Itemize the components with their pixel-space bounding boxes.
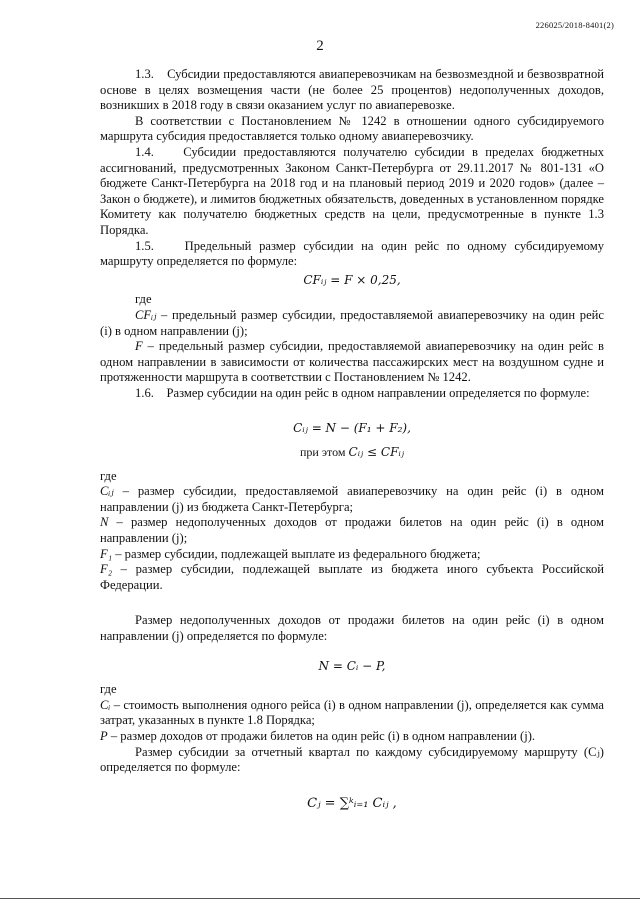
condition-expression: Cᵢⱼ ≤ CFᵢⱼ (348, 445, 404, 460)
paragraph-quarterly-subsidy: Размер субсидии за отчетный квартал по каждому субсидируемому маршруту (Cⱼ) определяется по формуле: (100, 744, 604, 775)
paragraph-lost-income: Размер недополученных доходов от продажи билетов на один рейс (i) в одном направлении (j) определяется по формуле: (100, 613, 604, 643)
definition-symbol: F (135, 339, 143, 354)
paragraph-1-3: 1.3. Субсидии предоставляются авиаперевозчикам на безвозмездной и безвозвратной основе в целях возмещения части (не более 25 процентов) недополученных доходов, возникших в 2018 году в связи оказанием услуг по авиаперевозке. (100, 67, 604, 113)
paragraph-1-4: 1.4. Субсидии предоставляются получателю субсидии в пределах бюджетных ассигнований, предусмотренных Законом Санкт-Петербурга от 29.11.2017 № 801-131 «О бюджете Санкт-Петербурга на 2018 год и на плановый период 2019 и 2020 годов» (далее – Закон о бюджете), и лимитов бюджетных обязательств, доведенных в установленном порядке Комитету как получателю бюджетных средств на цели, предусмотренные в пункте 1.3 Порядка. (100, 144, 604, 237)
where-label: где (135, 292, 152, 307)
definition-symbol: CFᵢⱼ (135, 307, 157, 322)
where-label: где (100, 682, 117, 697)
definition-text: – предельный размер субсидии, предоставляемой авиаперевозчику на один рейс в одном направлении в зависимости от количества пассажирских мест на воздушном судне и протяженности маршрута в соответствии с Постановлением № 1242. (100, 339, 604, 385)
definition-text: – размер субсидии, подлежащей выплате из федерального бюджета; (112, 546, 481, 561)
definition-symbol: Cᵢ (100, 697, 111, 712)
formula-quarterly-sum: Cⱼ = ∑ᵏᵢ₌₁ Cᵢⱼ , (307, 795, 397, 811)
definition-text: – размер субсидии, подлежащей выплате из бюджета иного субъекта Российской Федерации. (100, 562, 604, 592)
condition-prefix: при этом (300, 445, 349, 460)
definition-f (100, 339, 604, 386)
formula-subsidy-per-flight: Cᵢⱼ = N − (F₁ + F₂), (293, 421, 411, 436)
definition-text: – предельный размер субсидии, предоставляемой авиаперевозчику на один рейс (i) в одном направлении (j); (100, 307, 604, 338)
document-registration-stamp: 226025/2018-8401(2) (535, 20, 614, 30)
definition-cij (100, 484, 604, 515)
definition-text: – размер субсидии, предоставляемой авиаперевозчику на один рейс (i) в одном направлении (j) из бюджета Санкт-Петербурга; (100, 484, 604, 514)
paragraph-1-6: 1.6. Размер субсидии на один рейс в одном направлении определяется по формуле: (135, 385, 590, 400)
page-number: 2 (316, 38, 324, 54)
definition-symbol: N (100, 515, 109, 530)
definition-symbol: F₂ (100, 562, 113, 577)
definition-cf (100, 308, 604, 339)
paragraph-resolution-1242: В соответствии с Постановлением № 1242 в отношении одного субсидируемого маршрута субсидия предоставляется только одному авиаперевозчику. (100, 113, 604, 144)
page-bottom-edge (0, 898, 640, 899)
definition-text: – размер недополученных доходов от продажи билетов на один рейс (i) в одном направлении (j); (100, 515, 604, 546)
definition-text: – размер доходов от продажи билетов на один рейс (i) в одном направлении (j). (107, 728, 536, 743)
definition-f1 (100, 547, 604, 563)
document-body (100, 67, 604, 811)
definition-text: – стоимость выполнения одного рейса (i) в одном направлении (j), определяется как сумма затрат, указанных в пункте 1.8 Порядка; (100, 697, 604, 728)
formula-lost-income: N = Cᵢ − P, (318, 658, 386, 673)
definition-symbol: Cᵢⱼ (100, 484, 114, 499)
definition-p (100, 729, 604, 745)
paragraph-1-5: 1.5. Предельный размер субсидии на один рейс по одному субсидируемому маршруту определяется по формуле: (100, 238, 604, 269)
definition-f2 (100, 562, 604, 593)
definition-symbol: F₁ (100, 546, 113, 561)
formula-condition (100, 445, 604, 461)
definition-n (100, 515, 604, 546)
definition-ci (100, 698, 604, 729)
where-label: где (100, 468, 117, 483)
definition-symbol: P (100, 728, 108, 743)
formula-limit-subsidy: CFᵢⱼ = F × 0,25, (303, 272, 401, 287)
